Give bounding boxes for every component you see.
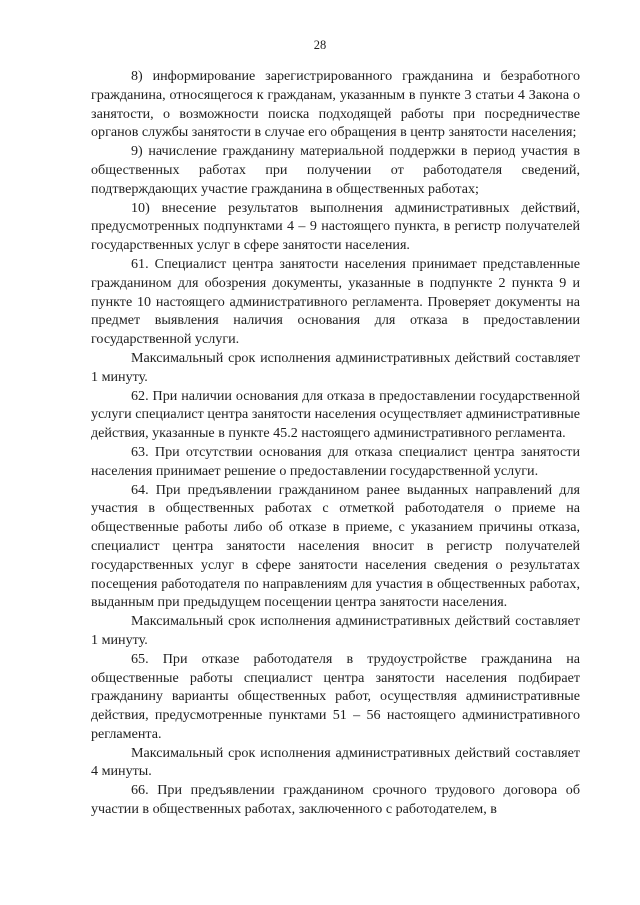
- paragraph-66: 66. При предъявлении гражданином срочного трудового договора об участии в общественных работах, заключенного с работодателем, в: [91, 782, 580, 818]
- page-number: 28: [313, 38, 327, 52]
- paragraph-63: 63. При отсутствии основания для отказа специалист центра занятости населения принимает решение о предоставлении государственной услуги.: [91, 443, 580, 479]
- paragraph-item-8: 8) информирование зарегистрированного гражданина и безработного гражданина, относящегося к гражданам, указанным в пункте 3 статьи 4 Закона о занятости, о возможности поиска подходящей работы при посредничестве органов службы занятости в случае его обращения в центр занятости населения;: [91, 68, 580, 141]
- paragraph-item-10: 10) внесение результатов выполнения административных действий, предусмотренных подпунктами 4 – 9 настоящего пункта, в регистр получателей государственных услуг в сфере занятости населения.: [91, 199, 580, 254]
- paragraph-64-max-time: Максимальный срок исполнения административных действий составляет 1 минуту.: [91, 613, 580, 648]
- paragraph-61: 61. Специалист центра занятости населения принимает представленные гражданином для обозрения документы, указанные в подпункте 2 пункта 9 и пункте 10 настоящего административного регламента. Проверяет документы на предмет выявления наличия основания для отказа в предоставлении государственной услуги.: [91, 255, 580, 348]
- paragraph-65: 65. При отказе работодателя в трудоустройстве гражданина на общественные работы специалист центра занятости населения подбирает гражданину варианты общественных работ, осуществляя административные действия, предусмотренные пунктами 51 – 56 настоящего административного регламента.: [91, 650, 580, 742]
- paragraph-62: 62. При наличии основания для отказа в предоставлении государственной услуги специалист центра занятости населения осуществляет административные действия, указанные в пункте 45.2 настоящего административного регламента.: [91, 387, 580, 442]
- paragraph-65-max-time: Максимальный срок исполнения административных действий составляет 4 минуты.: [91, 744, 580, 780]
- paragraph-item-9: 9) начисление гражданину материальной поддержки в период участия в общественных работах при получении от работодателя сведений, подтверждающих участие гражданина в общественных работах;: [91, 143, 580, 197]
- paragraph-61-max-time: Максимальный срок исполнения административных действий составляет 1 минуту.: [91, 349, 580, 385]
- paragraph-64: 64. При предъявлении гражданином ранее выданных направлений для участия в общественных работах с отметкой работодателя о приеме на общественные работы либо об отказе в приеме, с указанием причины отказа, специалист центра занятости населения вносит в регистр получателей государственных услуг в сфере занятости населения сведения о результатах посещения работодателя по направлениям для участия в общественных работах, выданным при предыдущем посещении центра занятости населения.: [91, 481, 580, 611]
- document-body: [91, 67, 580, 819]
